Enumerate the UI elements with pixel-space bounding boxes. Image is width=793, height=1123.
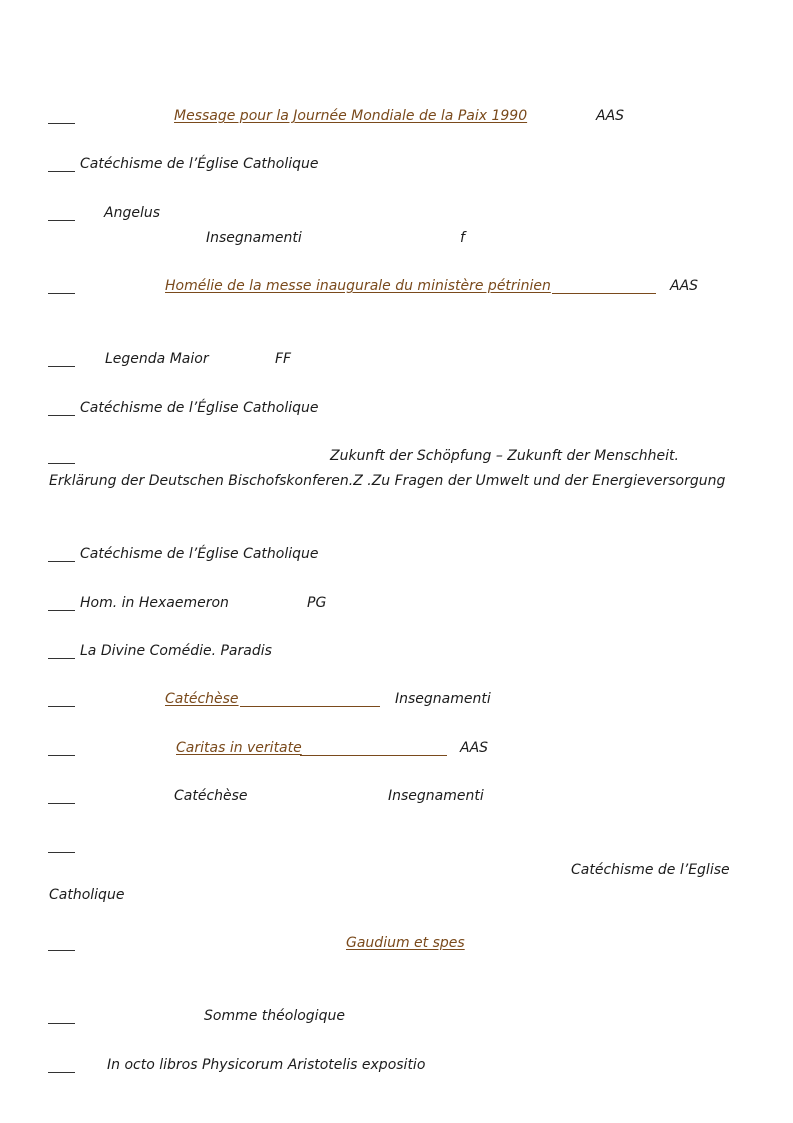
footnote-title-continued: Erklärung der Deutschen Bischofskonferen.Z .Zu Fragen der Umwelt und der Energieversorgung	[49, 473, 726, 489]
footnote-source: PG	[307, 595, 327, 611]
footnote-marker	[48, 950, 75, 951]
footnote-title: La Divine Comédie. Paradis	[80, 643, 272, 659]
footnote-marker	[48, 366, 75, 367]
link-underline	[552, 293, 656, 294]
footnote-title: In octo libros Physicorum Aristotelis expositio	[107, 1057, 426, 1073]
footnote-marker	[48, 706, 75, 707]
footnote-source: FF	[275, 351, 292, 367]
footnote-marker	[48, 803, 75, 804]
footnote-title: Angelus	[104, 205, 161, 221]
footnote-title-continued: Catholique	[49, 887, 125, 903]
footnote-title: Catéchisme de l’Eglise	[571, 862, 730, 878]
footnote-marker	[48, 561, 75, 562]
link-underline	[240, 706, 380, 707]
footnote-link[interactable]: Homélie de la messe inaugurale du ministère pétrinien	[165, 278, 551, 294]
footnote-title: Catéchisme de l’Église Catholique	[80, 546, 319, 562]
footnote-title: Legenda Maior	[105, 351, 209, 367]
footnote-marker	[48, 220, 75, 221]
footnote-title: Catéchisme de l’Église Catholique	[80, 400, 319, 416]
footnote-title: Catéchisme de l’Église Catholique	[80, 156, 319, 172]
footnote-source: AAS	[596, 108, 625, 124]
footnote-extra: f	[460, 230, 465, 246]
footnote-link[interactable]: Caritas in veritate	[176, 740, 302, 756]
footnote-marker	[48, 658, 75, 659]
footnote-marker	[48, 463, 75, 464]
footnote-marker	[48, 610, 75, 611]
footnote-source: Insegnamenti	[388, 788, 484, 804]
footnote-link[interactable]: Gaudium et spes	[346, 935, 465, 951]
footnote-source: Insegnamenti	[206, 230, 302, 246]
footnote-source: AAS	[460, 740, 489, 756]
footnote-title: Zukunft der Schöpfung – Zukunft der Menschheit.	[330, 448, 679, 464]
footnote-title: Hom. in Hexaemeron	[80, 595, 229, 611]
footnote-marker	[48, 415, 75, 416]
footnote-link[interactable]: Catéchèse	[165, 691, 239, 707]
footnote-marker	[48, 1072, 75, 1073]
footnote-source: Insegnamenti	[395, 691, 491, 707]
footnote-title: Catéchèse	[174, 788, 248, 804]
footnote-link[interactable]: Message pour la Journée Mondiale de la Paix 1990	[174, 108, 528, 124]
footnote-title: Somme théologique	[204, 1008, 345, 1024]
footnote-marker	[48, 293, 75, 294]
link-underline	[300, 755, 447, 756]
footnote-marker	[48, 1023, 75, 1024]
footnote-marker	[48, 123, 75, 124]
footnote-source: AAS	[670, 278, 699, 294]
footnote-marker	[48, 755, 75, 756]
footnote-marker	[48, 171, 75, 172]
footnote-marker	[48, 852, 75, 853]
